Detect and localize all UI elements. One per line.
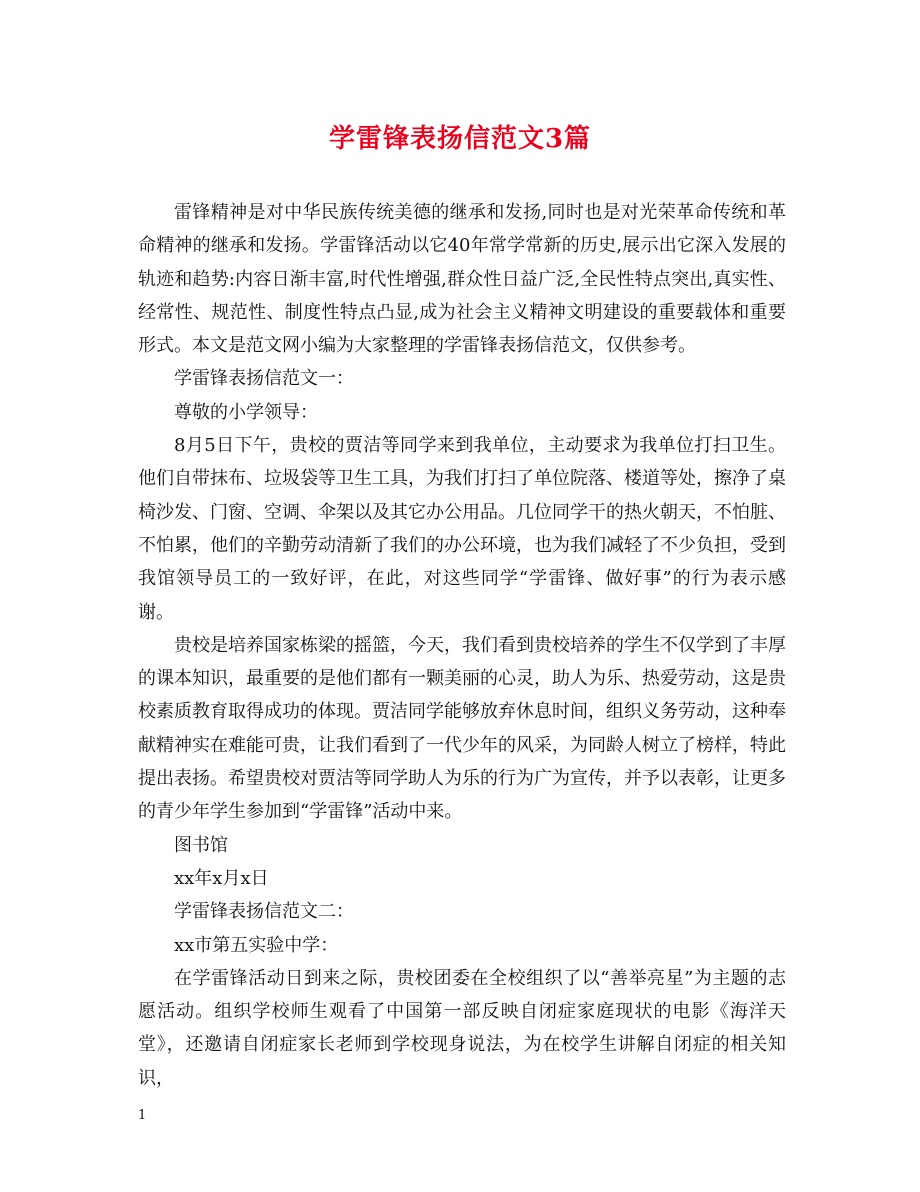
paragraph-salutation-two: xx市第五实验中学： <box>174 934 339 956</box>
paragraph-letter-one-body-1: 8月5日下午，贵校的贾洁等同学来到我单位，主动要求为我单位打扫卫生。他们自带抹布、垃圾袋等卫生工具，为我们打扫了单位院落、楼道等处，擦净了桌椅沙发、门窗、空调、伞架以及其它办公用品。几位同学干的热火朝天，不怕脏、不怕累，他们的辛勤劳动清新了我们的办公环境，也为我们减轻了不少负担，受到我馆领导员工的一致好评，在此，对这些同学“学雷锋、做好事”的行为表示感谢。 <box>138 435 786 623</box>
paragraph-heading-sample-two: 学雷锋表扬信范文二： <box>174 901 354 923</box>
paragraph-heading-sample-one: 学雷锋表扬信范文一： <box>174 368 354 390</box>
paragraph-letter-two-body-1: 在学雷锋活动日到来之际，贵校团委在全校组织了以“善举亮星”为主题的志愿活动。组织学校师生观看了中国第一部反映自闭症家庭现状的电影《海洋天堂》，还邀请自闭症家长老师到学校现身说法，为在校学生讲解自闭症的相关知识， <box>138 967 786 1089</box>
page-number: 1 <box>138 1108 147 1123</box>
document-body <box>138 196 786 1095</box>
paragraph-date: xx年x月x日 <box>174 867 269 889</box>
document-title: 学雷锋表扬信范文3篇 <box>328 124 592 154</box>
paragraph-signature: 图书馆 <box>174 834 228 856</box>
paragraph-salutation-one: 尊敬的小学领导： <box>174 401 318 423</box>
paragraph-intro: 雷锋精神是对中华民族传统美德的继承和发扬,同时也是对光荣革命传统和革命精神的继承和发扬。学雷锋活动以它40年常学常新的历史,展示出它深入发展的轨迹和趋势:内容日渐丰富,时代性增强,群众性日益广泛,全民性特点突出,真实性、经常性、规范性、制度性特点凸显,成为社会主义精神文明建设的重要载体和重要形式。本文是范文网小编为大家整理的学雷锋表扬信范文，仅供参考。 <box>138 202 786 357</box>
paragraph-letter-one-body-2: 贵校是培养国家栋梁的摇篮，今天，我们看到贵校培养的学生不仅学到了丰厚的课本知识，最重要的是他们都有一颗美丽的心灵，助人为乐、热爱劳动，这是贵校素质教育取得成功的体现。贾洁同学能够放弃休息时间，组织义务劳动，这种奉献精神实在难能可贵，让我们看到了一代少年的风采，为同龄人树立了榜样，特此提出表扬。希望贵校对贾洁等同学助人为乐的行为广为宣传，并予以表彰，让更多的青少年学生参加到“学雷锋”活动中来。 <box>138 634 786 823</box>
